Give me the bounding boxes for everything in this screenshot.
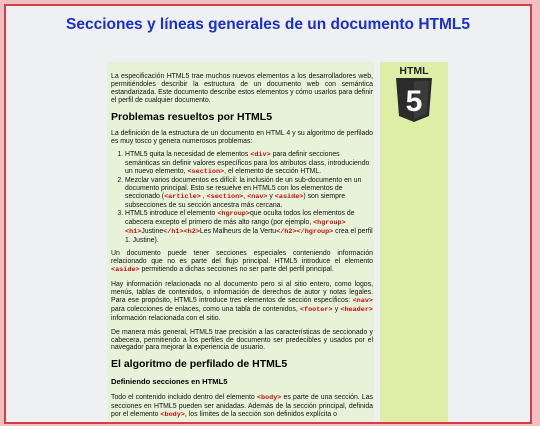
text-span: HTML5 introduce el elemento [125,209,218,217]
list-item [125,177,373,210]
code-section: <section> [206,192,244,201]
page-frame [4,4,532,424]
code-h1-close: </h1> [163,227,184,236]
text-span: , [243,192,248,200]
code-body: <body> [256,394,282,403]
code-aside: <aside> [111,266,140,275]
code-hgroup: <hgroup> [313,218,346,227]
text-span: , [200,192,207,200]
text-span: Todo el contenido incluido dentro del elemento [111,394,257,402]
text-span: que oculta todos los elementos de cabecera excepto el primero de más alto rango (por ejemplo, [125,209,355,226]
text-span: Mezclar varios documentos es difícil: la inclusión de un sub-documento en un documento principal. Esto se resuelve en HTML5 con los elementos de seccionado ( [125,177,362,200]
sidebar [380,62,448,422]
text-span: HTML5 quita la necesidad de elementos [125,151,251,159]
intro-paragraph: La especificación HTML5 trae muchos nuevos elementos a los desarrolladores web, permitiéndoles describir la estructura de un documento web con semántica estandarizada. Este documento describe estos elementos y cómo usarlos para definir el perfil de cualquier documento. [111,73,373,104]
general-paragraph: De manera más general, HTML5 trae precisión a las características de seccionado y cabecera, permitiendo a los perfiles de documento ser predecibles y usados por el navegador para mejorar la experiencia de usuario. [111,328,373,352]
text-span: crea el perfil 1. Justine). [125,227,373,244]
logo-number: 5 [405,85,423,118]
html5-shield-icon [392,64,436,131]
text-span: ) son siempre subsecciones de su sección ancestra más cercana. [125,192,346,209]
code-nav: <nav> [247,192,268,201]
code-hgroup-close: </hgroup> [296,227,334,236]
code-hgroup: <hgroup> [217,209,250,218]
text-span: permitiendo a dichas secciones no ser parte del perfil principal. [139,266,334,274]
code-h2-close: </h2> [276,227,297,236]
text-span: , el elemento de sección HTML. [224,168,322,176]
code-div: <div> [250,151,271,160]
code-h1: <h1> [125,227,142,236]
text-span: y [332,305,341,313]
heading-algorithm: El algoritmo de perfilado de HTML5 [111,358,288,371]
code-article: <article> [164,192,201,201]
text-span: Justine [141,227,164,235]
code-aside: <aside> [274,192,304,201]
list-item [125,151,373,177]
text-span: Hay información relacionada no al documento pero si al sitio entero, como logos, menús, tablas de contenidos, o información de derechos de autor y notas legales. Para ese propósito, HTML5 introduce tres elementos de sección específicos: [111,281,373,304]
text-span: es parte de una sección. Las secciones en HTML5 pueden ser anidadas. Además de la sección principal, definida por el elemento [111,394,373,419]
main-content [107,62,374,422]
code-section: <section> [187,168,225,177]
page-title: Secciones y líneas generales de un documento HTML5 [66,16,470,33]
text-span: y [267,192,275,200]
special-paragraph [111,250,373,275]
defining-paragraph [111,394,373,420]
related-paragraph [111,281,373,323]
code-footer: <footer> [299,305,333,314]
code-h2: <h2> [183,227,200,236]
code-nav: <nav> [352,296,373,305]
code-header: <header> [340,305,373,314]
text-span: Les Malheurs de la Vertu [199,227,277,235]
article-body [111,73,373,426]
text-span: , los límites de la sección son definidos explícita o [184,411,337,419]
heading-defining-sections: Definiendo secciones en HTML5 [111,377,228,387]
text-span: para colecciones de enlaces, como una tabla de contenidos, [111,305,300,313]
text-span: para definir secciones semánticas sin definir valores específicos para los atributos class, introduciendo un nuevo elemento, [125,151,370,176]
list-item [125,210,373,245]
problems-paragraph: La definición de la estructura de un documento en HTML 4 y su algoritmo de perfilado es muy tosco y genera numerosos problemas: [111,129,373,145]
logo-text: HTML [399,65,429,77]
heading-problems: Problemas resueltos por HTML5 [111,110,273,123]
code-body: <body> [160,411,185,420]
text-span: Un documento puede tener secciones especiales conteniendo información relacionado que no es parte del flujo principal. HTML5 introduce el elemento [111,250,373,266]
text-span: información relacionada con el sitio. [111,314,221,322]
problems-list [111,151,373,244]
